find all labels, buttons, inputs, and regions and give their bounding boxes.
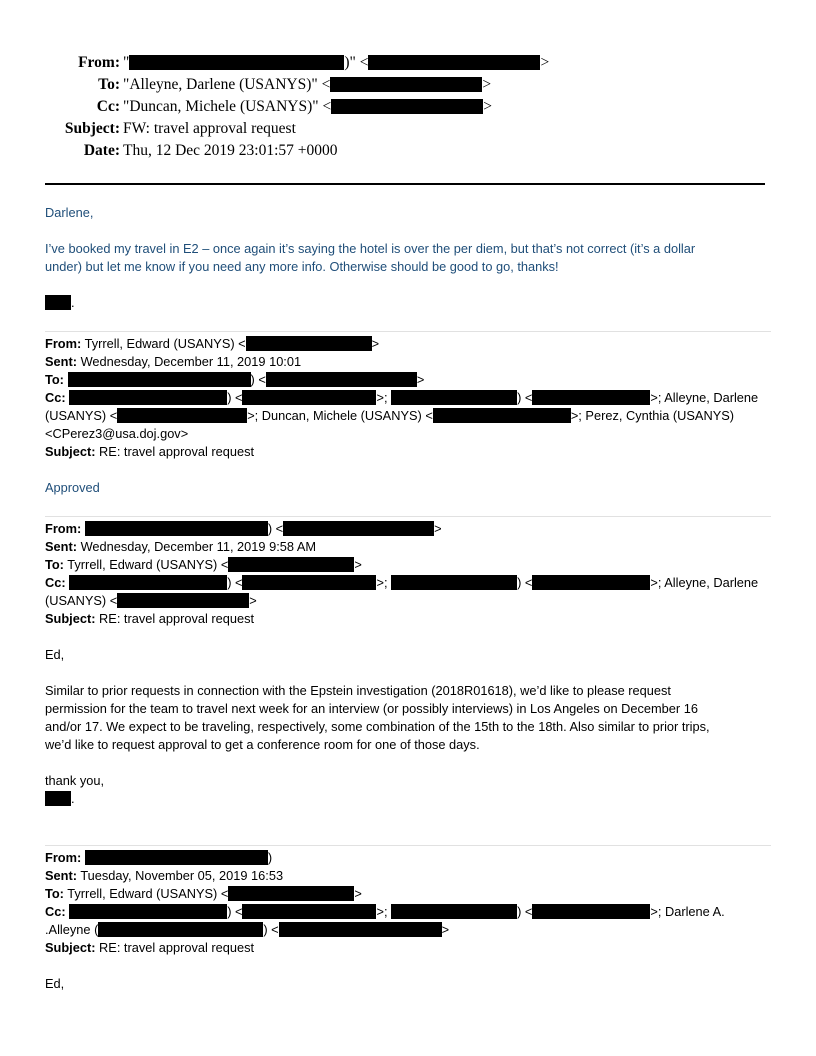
message1-greeting: Darlene,	[45, 205, 94, 220]
redaction-box	[391, 390, 517, 405]
header-subject-row	[0, 118, 816, 140]
message3-signature: .	[45, 790, 775, 808]
header-subject-value: FW: travel approval request	[123, 120, 296, 137]
message3-body-line4: we’d like to request approval to get a conference room for one of those days.	[45, 737, 480, 752]
redaction-box	[242, 575, 376, 590]
header-from-close: >	[540, 54, 550, 71]
message4-greeting: Ed,	[45, 976, 65, 991]
redaction-box	[85, 521, 268, 536]
redaction-box	[433, 408, 571, 423]
redaction-box	[85, 850, 268, 865]
header-to-label: To:	[98, 76, 120, 93]
redaction-box	[532, 390, 650, 405]
redaction-box	[98, 922, 263, 937]
redaction-box	[242, 390, 376, 405]
message2-sent: Sent: Wednesday, December 11, 2019 10:01	[45, 354, 302, 369]
header-to-row	[0, 74, 816, 96]
redaction-box	[69, 904, 227, 919]
redaction-box	[117, 593, 249, 608]
message3-cc-line2: (USANYS) < >	[45, 593, 257, 608]
message4-subject: Subject: RE: travel approval request	[45, 940, 255, 955]
redaction-box	[279, 922, 442, 937]
message2-cc-line1: Cc: ) < >; ) < >; Alleyne, Darlene	[45, 390, 759, 405]
header-subject-label: Subject:	[64, 120, 120, 137]
header-cc-value: "Duncan, Michele (USANYS)" <	[123, 98, 332, 115]
message3-greeting: Ed,	[45, 647, 65, 662]
message3-cc-line1: Cc: ) < >; ) < >; Alleyne, Darlene	[45, 575, 759, 590]
redaction-box	[45, 295, 71, 310]
message1-body-line2: under) but let me know if you need any more info. Otherwise should be good to go, thanks!	[45, 259, 559, 274]
redaction-box	[330, 77, 482, 92]
message2-from: From: Tyrrell, Edward (USANYS) < >	[45, 336, 380, 351]
redaction-box	[532, 904, 650, 919]
message-separator	[45, 845, 771, 846]
redaction-box	[68, 372, 251, 387]
header-from-quote: "	[123, 54, 130, 71]
message3-closing: thank you,	[45, 773, 105, 788]
redaction-box	[283, 521, 434, 536]
redaction-box	[45, 791, 71, 806]
redaction-box	[331, 99, 483, 114]
message4-to: To: Tyrrell, Edward (USANYS) < >	[45, 886, 362, 901]
message2-subject: Subject: RE: travel approval request	[45, 444, 255, 459]
redaction-box	[532, 575, 650, 590]
header-divider	[45, 183, 765, 185]
message1-signature: .	[45, 294, 775, 312]
message2-body: Approved	[45, 480, 100, 495]
message-separator	[45, 331, 771, 332]
redaction-box	[266, 372, 417, 387]
redaction-box	[69, 390, 227, 405]
redaction-box	[368, 55, 540, 70]
header-cc-row	[0, 96, 816, 118]
redaction-box	[228, 886, 354, 901]
redaction-box	[129, 55, 344, 70]
message4-from: From: )	[45, 850, 273, 865]
message3-body-line3: and/or 17. We expect to be traveling, respectively, some combination of the 15th to the 18th. Also similar to prior trips,	[45, 719, 710, 734]
message3-to: To: Tyrrell, Edward (USANYS) < >	[45, 557, 362, 572]
message1-body-line1: I’ve booked my travel in E2 – once again it’s saying the hotel is over the per diem, but that’s not correct (it’s a dollar	[45, 241, 696, 256]
redaction-box	[246, 336, 372, 351]
header-cc-close: >	[483, 98, 492, 115]
message4-cc-line2: .Alleyne ( ) < >	[45, 922, 450, 937]
message4-sent: Sent: Tuesday, November 05, 2019 16:53	[45, 868, 284, 883]
redaction-box	[391, 575, 517, 590]
redaction-box	[117, 408, 247, 423]
header-from-row	[0, 52, 816, 74]
message2-cc-line3: <CPerez3@usa.doj.gov>	[45, 426, 189, 441]
header-cc-label: Cc:	[96, 98, 120, 115]
header-date-value: Thu, 12 Dec 2019 23:01:57 +0000	[123, 142, 338, 159]
message3-from: From: ) < >	[45, 521, 442, 536]
message3-subject: Subject: RE: travel approval request	[45, 611, 255, 626]
redaction-box	[242, 904, 376, 919]
header-date-label: Date:	[83, 142, 120, 159]
message-separator	[45, 516, 771, 517]
message3-sent: Sent: Wednesday, December 11, 2019 9:58 AM	[45, 539, 317, 554]
redaction-box	[69, 575, 227, 590]
header-to-value: "Alleyne, Darlene (USANYS)" <	[123, 76, 331, 93]
header-from-label: From:	[78, 54, 120, 71]
header-from-mid: )" <	[344, 54, 369, 71]
redaction-box	[228, 557, 354, 572]
message2-cc-line2: (USANYS) < >; Duncan, Michele (USANYS) < >; Perez, Cynthia (USANYS)	[45, 408, 735, 423]
redaction-box	[391, 904, 517, 919]
message3-body-line2: permission for the team to travel next week for an interview (or possibly interviews) in Los Angeles on December 16	[45, 701, 698, 716]
message2-to: To: ) < >	[45, 372, 425, 387]
header-to-close: >	[482, 76, 492, 93]
header-date-row	[0, 140, 816, 162]
message4-cc-line1: Cc: ) < >; ) < >; Darlene A.	[45, 904, 725, 919]
message3-body-line1: Similar to prior requests in connection with the Epstein investigation (2018R01618), we’d like to please request	[45, 683, 671, 698]
